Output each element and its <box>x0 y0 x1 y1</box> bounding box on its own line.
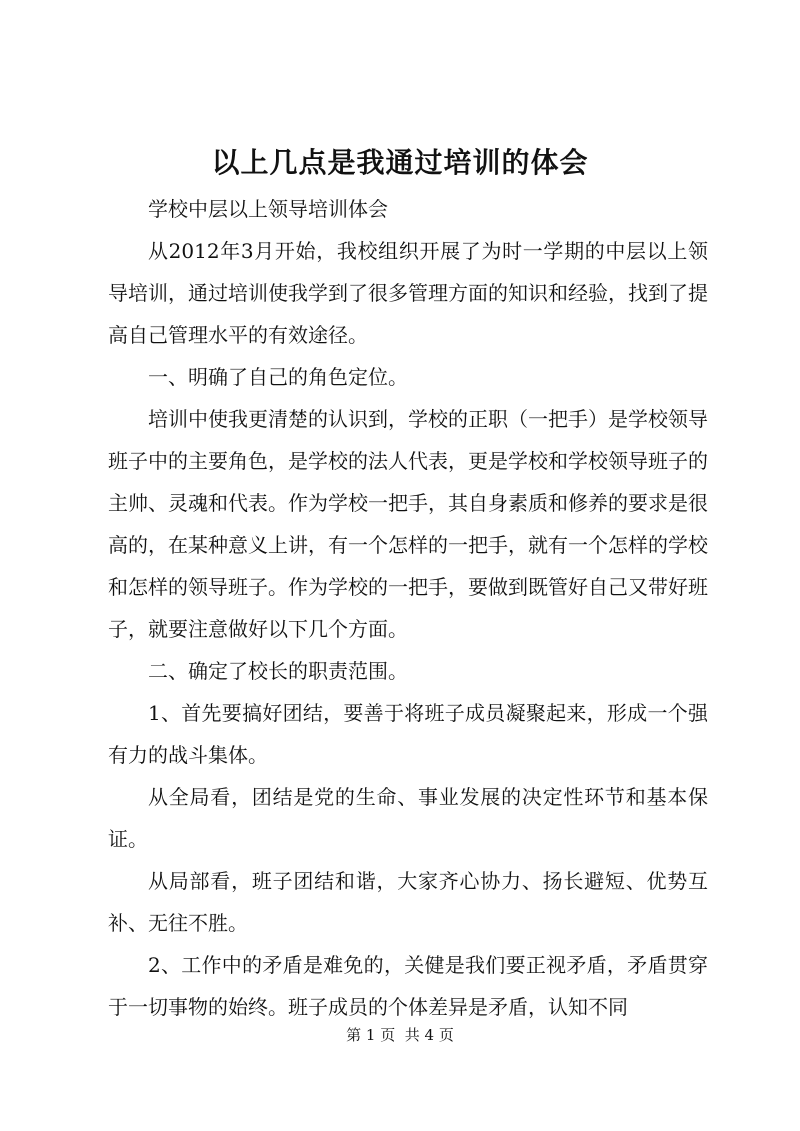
page-footer <box>0 1025 800 1045</box>
paragraph-subtitle: 学校中层以上领导培训体会 <box>148 197 388 221</box>
paragraph-role: 培训中使我更清楚的认识到，学校的正职（一把手）是学校领导班子中的主要角色，是学校的法人代表，更是学校和学校领导班子的主帅、灵魂和代表。作为学校一把手，其自身素质和修养的要求是很高的，在某种意义上讲，有一个怎样的一把手，就有一个怎样的学校和怎样的领导班子。作为学校的一把手，要做到既管好自己又带好班子，就要注意做好以下几个方面。 <box>108 407 708 641</box>
paragraph-intro: 从2012年3月开始，我校组织开展了为时一学期的中层以上领导培训，通过培训使我学到了很多管理方面的知识和经验，找到了提高自己管理水平的有效途径。 <box>108 239 708 347</box>
page-number: 第 1 页 共 4 页 <box>346 1026 454 1044</box>
paragraph-overall: 从全局看，团结是党的生命、事业发展的决定性环节和基本保证。 <box>108 785 708 851</box>
paragraph-point-1: 1、首先要搞好团结，要善于将班子成员凝聚起来，形成一个强有力的战斗集体。 <box>108 701 708 767</box>
document-title: 以上几点是我通过培训的体会 <box>211 146 589 179</box>
section-heading-role: 一、明确了自己的角色定位。 <box>148 365 408 389</box>
paragraph-point-2: 2、工作中的矛盾是难免的，关健是我们要正视矛盾，矛盾贯穿于一切事物的始终。班子成员的个体差异是矛盾，认知不同 <box>108 953 708 1019</box>
document-body <box>108 188 708 1028</box>
paragraph-local: 从局部看，班子团结和谐，大家齐心协力、扬长避短、优势互补、无往不胜。 <box>108 869 708 935</box>
section-heading-duties: 二、确定了校长的职责范围。 <box>148 659 408 683</box>
